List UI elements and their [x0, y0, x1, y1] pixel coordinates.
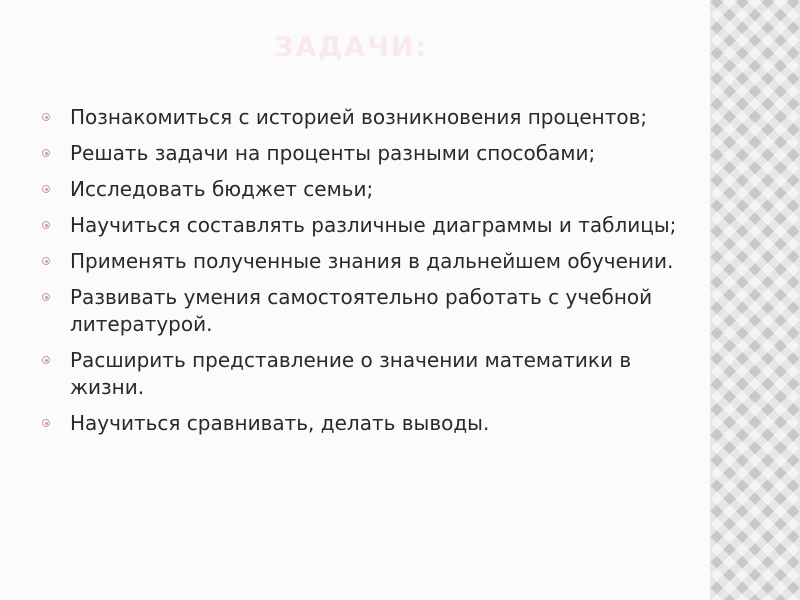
- decorative-side-panel: [710, 0, 800, 600]
- list-item: [40, 212, 680, 239]
- list-item-text: Познакомиться с историей возникновения процентов;: [70, 105, 648, 129]
- bullet-icon: [40, 347, 70, 374]
- bullet-icon: [40, 248, 70, 275]
- list-item: [40, 284, 680, 338]
- task-list: [40, 104, 680, 446]
- bullet-icon: [40, 104, 70, 131]
- bullet-icon: [40, 176, 70, 203]
- list-item-text: Применять полученные знания в дальнейшем обучении.: [70, 249, 674, 273]
- list-item-text: Развивать умения самостоятельно работать с учебной литературой.: [70, 285, 653, 336]
- list-item: [40, 248, 680, 275]
- list-item-text: Расширить представление о значении математики в жизни.: [70, 348, 632, 399]
- list-item-text: Решать задачи на проценты разными способами;: [70, 141, 596, 165]
- bullet-icon: [40, 410, 70, 437]
- list-item-text: Научиться сравнивать, делать выводы.: [70, 411, 490, 435]
- list-item: [40, 104, 680, 131]
- list-item: [40, 176, 680, 203]
- list-item: [40, 410, 680, 437]
- list-item: [40, 347, 680, 401]
- list-item-text: Исследовать бюджет семьи;: [70, 177, 374, 201]
- bullet-icon: [40, 212, 70, 239]
- bullet-icon: [40, 140, 70, 167]
- slide-title: ЗАДАЧИ:: [274, 32, 429, 63]
- list-item: [40, 140, 680, 167]
- list-item-text: Научиться составлять различные диаграммы и таблицы;: [70, 213, 677, 237]
- bullet-icon: [40, 284, 70, 311]
